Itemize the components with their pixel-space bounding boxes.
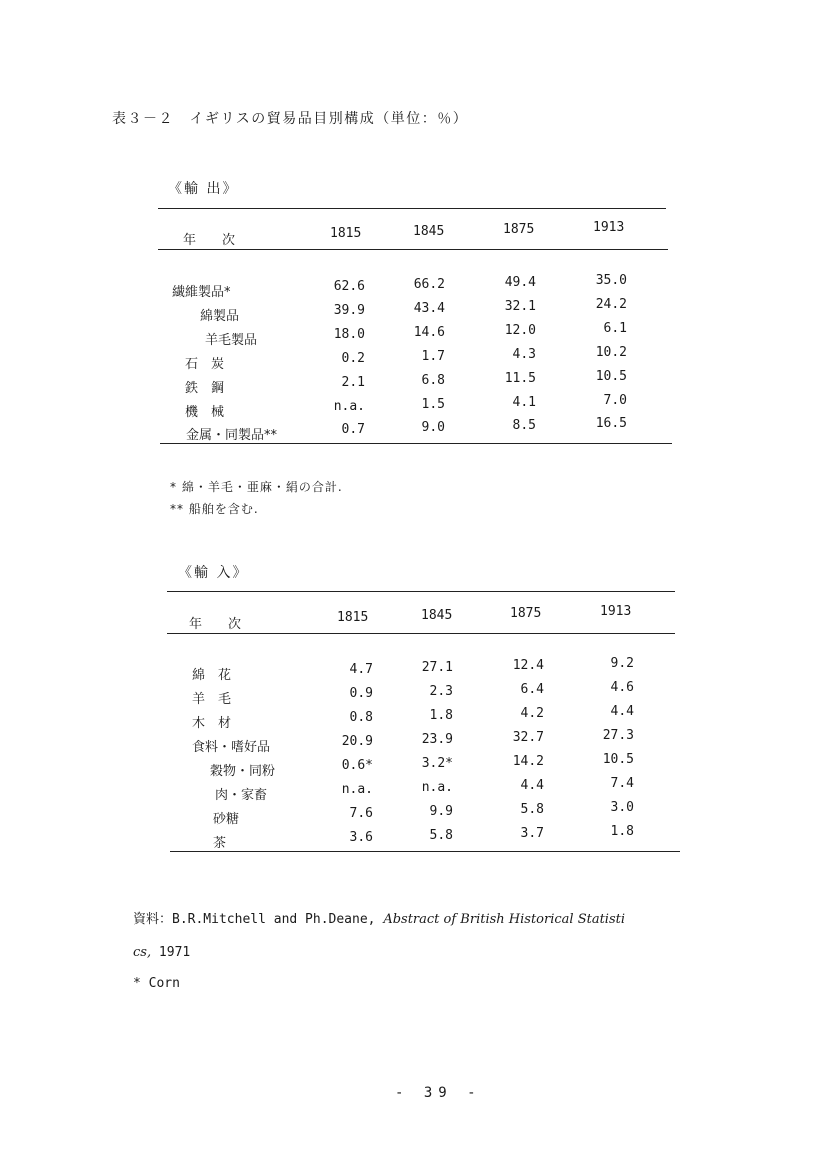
exports-row-label: 石 炭 xyxy=(185,357,225,372)
imports-cell: 6.4 xyxy=(520,682,544,697)
exports-row-label: 金属・同製品** xyxy=(186,428,278,443)
imports-cell: 9.2 xyxy=(610,656,634,671)
exports-cell: 1.7 xyxy=(421,349,445,364)
imports-cell: 3.0 xyxy=(610,800,634,815)
source-prefix: 資料：B.R.Mitchell and Ph.Deane, xyxy=(133,912,376,927)
exports-year-1913: 1913 xyxy=(593,220,625,235)
imports-row-label: 肉・家畜 xyxy=(215,788,268,803)
exports-cell: 9.0 xyxy=(421,420,445,435)
exports-row-label: 機 械 xyxy=(185,405,225,420)
exports-cell: 6.1 xyxy=(603,321,627,336)
imports-cell: 27.3 xyxy=(602,728,634,743)
exports-heading: 《輸 出》 xyxy=(168,181,239,197)
imports-row-label: 穀物・同粉 xyxy=(210,764,276,779)
exports-cell: 10.5 xyxy=(595,369,627,384)
imports-cell: 3.7 xyxy=(520,826,544,841)
exports-row-label: 鉄 鋼 xyxy=(185,381,225,396)
imports-year-1815: 1815 xyxy=(337,610,369,625)
source-footnote: * Corn xyxy=(133,976,180,991)
exports-year-1875: 1875 xyxy=(503,222,535,237)
exports-year-header: 年 次 xyxy=(183,233,236,248)
imports-cell: 9.9 xyxy=(429,804,453,819)
table-title: 表３－２ イギリスの貿易品目別構成（単位：％） xyxy=(112,111,469,127)
imports-top-rule xyxy=(167,591,675,592)
page-number: - 39 - xyxy=(395,1085,482,1101)
imports-cell: 0.9 xyxy=(349,686,373,701)
exports-row-label: 綿製品 xyxy=(200,309,240,324)
exports-cell: 43.4 xyxy=(413,301,445,316)
exports-cell: 10.2 xyxy=(595,345,627,360)
imports-cell: 7.6 xyxy=(349,806,373,821)
exports-cell: 24.2 xyxy=(595,297,627,312)
exports-top-rule xyxy=(158,208,666,209)
imports-cell: 27.1 xyxy=(421,660,453,675)
imports-cell: 5.8 xyxy=(520,802,544,817)
imports-year-header: 年 次 xyxy=(189,617,242,632)
imports-cell: 5.8 xyxy=(429,828,453,843)
imports-heading: 《輸 入》 xyxy=(178,565,249,581)
exports-cell: 18.0 xyxy=(333,327,365,342)
imports-cell: 20.9 xyxy=(341,734,373,749)
imports-cell: 23.9 xyxy=(421,732,453,747)
exports-cell: 4.1 xyxy=(512,395,536,410)
exports-cell: 35.0 xyxy=(595,273,627,288)
imports-cell: n.a. xyxy=(421,780,453,795)
imports-row-label: 食料・嗜好品 xyxy=(192,740,271,755)
imports-cell: 2.3 xyxy=(429,684,453,699)
source-line xyxy=(133,908,625,927)
exports-cell: 11.5 xyxy=(504,371,536,386)
imports-cell: 4.4 xyxy=(610,704,634,719)
exports-cell: 0.2 xyxy=(341,351,365,366)
imports-cell: 32.7 xyxy=(512,730,544,745)
exports-cell: 66.2 xyxy=(413,277,445,292)
imports-header-rule xyxy=(167,633,675,634)
exports-cell: 14.6 xyxy=(413,325,445,340)
imports-cell: 4.7 xyxy=(349,662,373,677)
exports-cell: 7.0 xyxy=(603,393,627,408)
imports-bottom-rule xyxy=(170,851,680,852)
exports-cell: 0.7 xyxy=(341,422,365,437)
exports-cell: 2.1 xyxy=(341,375,365,390)
imports-row-label: 羊 毛 xyxy=(192,692,232,707)
exports-cell: 1.5 xyxy=(421,397,445,412)
exports-header-rule xyxy=(158,249,668,250)
imports-cell: 4.2 xyxy=(520,706,544,721)
imports-cell: 1.8 xyxy=(429,708,453,723)
imports-cell: 14.2 xyxy=(512,754,544,769)
imports-cell: 4.6 xyxy=(610,680,634,695)
imports-cell: 1.8 xyxy=(610,824,634,839)
exports-bottom-rule xyxy=(160,443,672,444)
imports-cell: 7.4 xyxy=(610,776,634,791)
imports-cell: 12.4 xyxy=(512,658,544,673)
exports-cell: 39.9 xyxy=(333,303,365,318)
exports-cell: 16.5 xyxy=(595,416,627,431)
exports-row-label: 羊毛製品 xyxy=(205,333,258,348)
source-year: 1971 xyxy=(158,945,191,960)
exports-cell: 49.4 xyxy=(504,275,536,290)
imports-year-1875: 1875 xyxy=(510,606,542,621)
source-work-title-cont: cs, xyxy=(133,945,152,960)
exports-cell: 8.5 xyxy=(512,418,536,433)
exports-note: ** 船舶を含む. xyxy=(170,502,259,516)
exports-cell: 32.1 xyxy=(504,299,536,314)
imports-cell: 3.6 xyxy=(349,830,373,845)
imports-cell: n.a. xyxy=(341,782,373,797)
imports-row-label: 綿 花 xyxy=(192,668,232,683)
exports-year-1845: 1845 xyxy=(413,224,445,239)
imports-cell: 0.6* xyxy=(341,758,373,773)
imports-cell: 0.8 xyxy=(349,710,373,725)
exports-cell: 12.0 xyxy=(504,323,536,338)
imports-row-label: 木 材 xyxy=(192,716,232,731)
exports-cell: 4.3 xyxy=(512,347,536,362)
exports-cell: 6.8 xyxy=(421,373,445,388)
imports-cell: 10.5 xyxy=(602,752,634,767)
imports-row-label: 砂糖 xyxy=(213,812,240,827)
exports-row-label: 繊維製品* xyxy=(172,285,231,300)
imports-row-label: 茶 xyxy=(213,836,227,851)
imports-cell: 4.4 xyxy=(520,778,544,793)
imports-year-1913: 1913 xyxy=(600,604,632,619)
source-line-2 xyxy=(133,945,190,960)
exports-cell: 62.6 xyxy=(333,279,365,294)
imports-year-1845: 1845 xyxy=(421,608,453,623)
exports-year-1815: 1815 xyxy=(330,226,362,241)
imports-cell: 3.2* xyxy=(421,756,453,771)
exports-cell: n.a. xyxy=(333,399,365,414)
source-work-title: Abstract of British Historical Statisti xyxy=(383,912,626,927)
exports-note: * 綿・羊毛・亜麻・絹の合計. xyxy=(170,480,343,494)
